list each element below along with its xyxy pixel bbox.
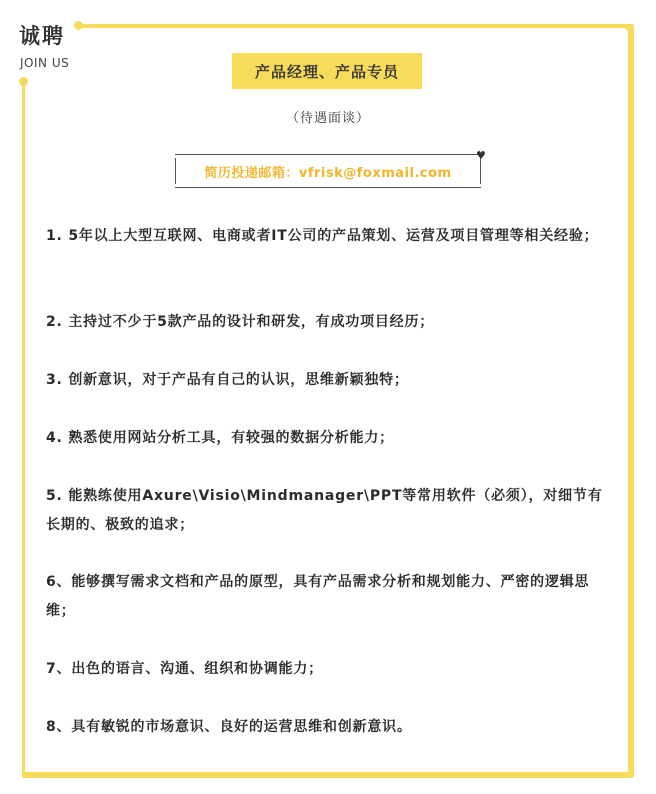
requirement-8: 8、具有敏锐的市场意识、良好的运营思维和创新意识。 (46, 719, 412, 735)
requirement-4: 4. 熟悉使用网站分析工具，有较强的数据分析能力； (46, 430, 394, 446)
heart-icon: ♥ (476, 149, 486, 162)
frame-dot-left (19, 77, 28, 86)
job-title-box: 产品经理、产品专员 (232, 53, 422, 89)
email-box (175, 149, 486, 188)
frame-dot-top (74, 21, 83, 30)
requirement-1: 1. 5年以上大型互联网、电商或者IT公司的产品策划、运营及项目管理等相关经验； (46, 228, 599, 244)
frame-top-border (78, 24, 634, 28)
requirement-7: 7、出色的语言、沟通、组织和协调能力； (46, 661, 323, 677)
requirement-5: 5. 能熟练使用Axure\Visio\Mindmanager\PPT等常用软件（必须），对细节有长期的、极致的追求； (46, 488, 603, 533)
frame-bottom-border (22, 772, 634, 778)
frame-left-border (22, 80, 25, 778)
requirement-6: 6、能够撰写需求文档和产品的原型，具有产品需求分析和规划能力、严密的逻辑思维； (46, 574, 590, 619)
email-address: 简历投递邮箱：vfrisk@foxmail.com (204, 165, 452, 181)
requirement-2: 2. 主持过不少于5款产品的设计和研发，有成功项目经历； (46, 314, 435, 330)
requirement-3: 3. 创新意识，对于产品有自己的认识，思维新颖独特； (46, 372, 409, 388)
salary-note: （待遇面谈） (285, 111, 370, 126)
heading-cn: 诚聘 (19, 24, 65, 48)
frame-right-border (628, 26, 634, 778)
heading-en: JOIN US (20, 56, 70, 70)
